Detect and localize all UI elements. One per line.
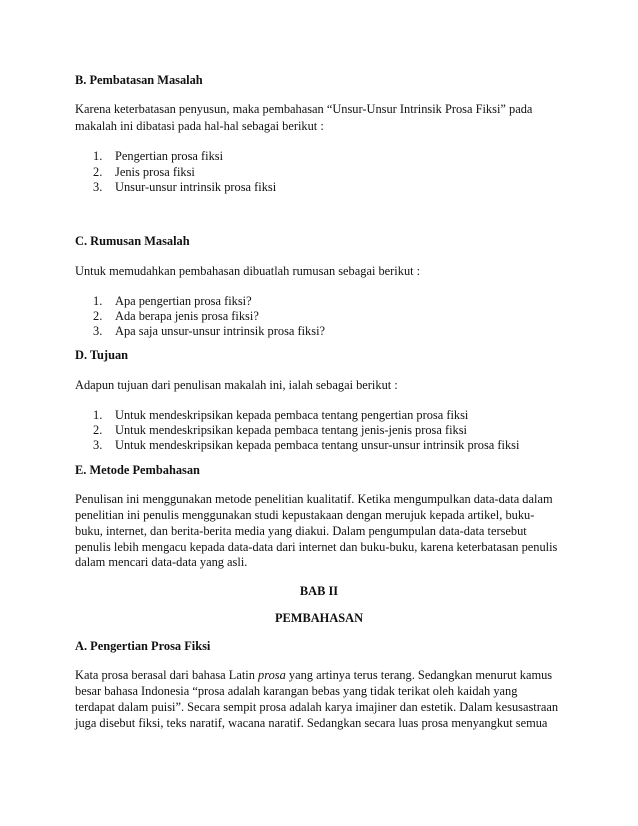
heading-rumusan-masalah: C. Rumusan Masalah bbox=[75, 234, 190, 248]
list-number: 1. bbox=[93, 294, 103, 308]
paragraph-line: Untuk memudahkan pembahasan dibuatlah rumusan sebagai berikut : bbox=[75, 264, 421, 278]
list-number: 2. bbox=[93, 165, 103, 179]
paragraph-line: Karena keterbatasan penyusun, maka pembahasan “Unsur-Unsur Intrinsik Prosa Fiksi” pada bbox=[75, 102, 533, 116]
heading-metode-pembahasan: E. Metode Pembahasan bbox=[75, 463, 200, 477]
list-number: 2. bbox=[93, 423, 103, 437]
list-item bbox=[93, 309, 259, 324]
paragraph-line: dalam mencari data-data yang asli. bbox=[75, 555, 248, 569]
list-text: Jenis prosa fiksi bbox=[115, 165, 195, 179]
paragraph-line: penelitian ini penulis menggunakan studi kepustakaan dengan merujuk kepada artikel, buku- bbox=[75, 508, 535, 522]
paragraph-line: penulis lebih mengacu kepada data-data dari internet dan buku-buku, karena keterbatasan penulis bbox=[75, 540, 558, 554]
paragraph-line: Adapun tujuan dari penulisan makalah ini, ialah sebagai berikut : bbox=[75, 378, 398, 392]
heading-pengertian-prosa-fiksi: A. Pengertian Prosa Fiksi bbox=[75, 639, 211, 653]
list-number: 2. bbox=[93, 309, 103, 323]
list-item bbox=[93, 408, 468, 423]
list-number: 3. bbox=[93, 438, 103, 452]
chapter-title: BAB II bbox=[299, 584, 339, 598]
paragraph-line: besar bahasa Indonesia “prosa adalah karangan bebas yang tidak terikat oleh kaidah yang bbox=[75, 684, 518, 698]
list-item bbox=[93, 165, 195, 180]
list-text: Untuk mendeskripsikan kepada pembaca tentang jenis-jenis prosa fiksi bbox=[115, 423, 468, 437]
paragraph-line: makalah ini dibatasi pada hal-hal sebagai berikut : bbox=[75, 119, 324, 133]
list-item bbox=[93, 149, 223, 164]
list-item bbox=[93, 294, 252, 309]
list-text: Untuk mendeskripsikan kepada pembaca tentang pengertian prosa fiksi bbox=[115, 408, 469, 422]
list-text: Ada berapa jenis prosa fiksi? bbox=[115, 309, 259, 323]
list-text: Apa pengertian prosa fiksi? bbox=[115, 294, 252, 308]
list-item bbox=[93, 324, 325, 339]
list-item bbox=[93, 438, 519, 453]
chapter-subtitle: PEMBAHASAN bbox=[274, 611, 364, 625]
paragraph-line bbox=[75, 668, 552, 683]
paragraph-line: buku, internet, dan berita-berita media yang diakui. Dalam pengumpulan data-data tersebut bbox=[75, 524, 527, 538]
list-number: 3. bbox=[93, 324, 103, 338]
text-run: yang artinya terus terang. Sedangkan menurut kamus bbox=[285, 668, 553, 682]
paragraph-line: Penulisan ini menggunakan metode penelitian kualitatif. Ketika mengumpulkan data-data dalam bbox=[75, 492, 553, 506]
heading-pembatasan-masalah: B. Pembatasan Masalah bbox=[75, 73, 203, 87]
paragraph-line: terdapat dalam puisi”. Secara sempit prosa adalah karya imajiner dan estetik. Dalam kesusastraan bbox=[75, 700, 559, 714]
list-number: 1. bbox=[93, 149, 103, 163]
text-run: Kata prosa berasal dari bahasa Latin bbox=[75, 668, 259, 682]
list-number: 3. bbox=[93, 180, 103, 194]
list-item bbox=[93, 180, 276, 195]
paragraph-line: juga disebut fiksi, teks naratif, wacana naratif. Sedangkan secara luas prosa menyangkut semua bbox=[75, 716, 548, 730]
italic-term: prosa bbox=[258, 668, 286, 682]
list-text: Untuk mendeskripsikan kepada pembaca tentang unsur-unsur intrinsik prosa fiksi bbox=[115, 438, 520, 452]
list-text: Apa saja unsur-unsur intrinsik prosa fiksi? bbox=[115, 324, 326, 338]
list-text: Pengertian prosa fiksi bbox=[115, 149, 224, 163]
list-text: Unsur-unsur intrinsik prosa fiksi bbox=[115, 180, 277, 194]
list-number: 1. bbox=[93, 408, 103, 422]
list-item bbox=[93, 423, 467, 438]
heading-tujuan: D. Tujuan bbox=[75, 348, 129, 362]
